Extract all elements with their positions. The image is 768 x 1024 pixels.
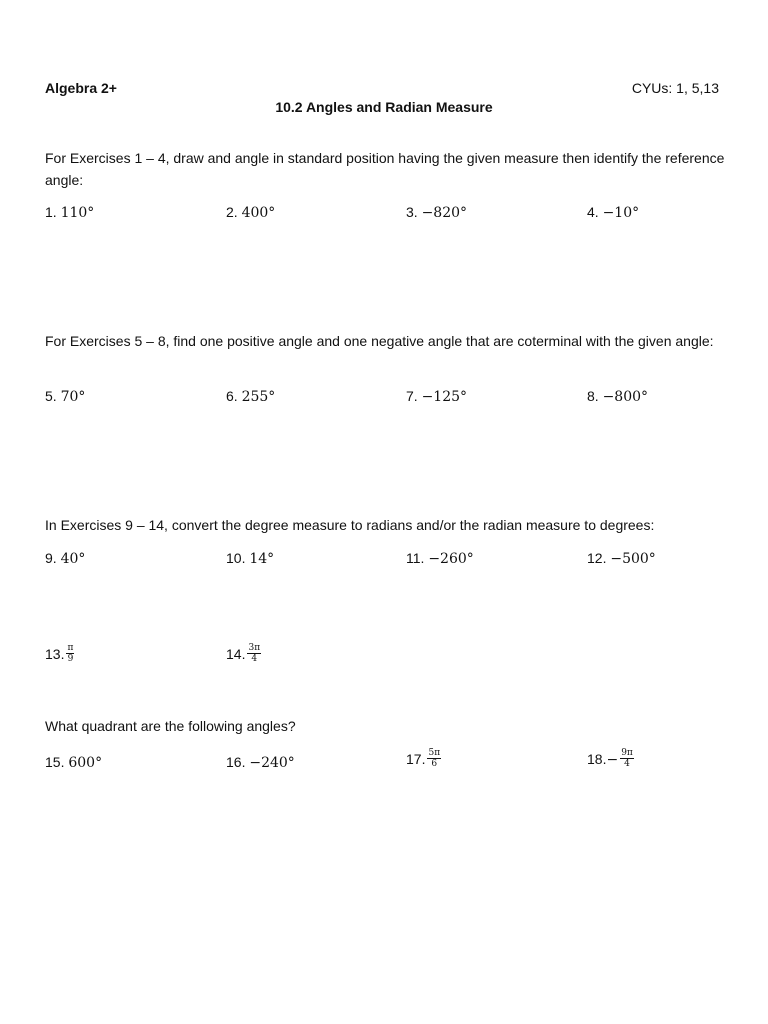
exercise-14 [226,645,261,666]
exercise-17 [406,750,441,771]
exercise-18 [587,750,634,771]
fraction-denominator: 4 [251,654,258,664]
exercise-9 [45,550,85,567]
exercise-10 [226,550,274,567]
exercise-13 [45,645,74,666]
exercise-6 [226,388,275,405]
section2-instructions: For Exercises 5 – 8, find one positive angle and one negative angle that are coterminal with the given angle: [45,333,714,349]
section4-instructions: What quadrant are the following angles? [45,718,296,734]
course-name: Algebra 2+ [45,80,117,96]
exercise-3 [406,204,467,221]
exercise-number: 2. [226,204,238,220]
exercise-value: −10° [602,205,640,221]
exercise-value: 600° [68,755,103,771]
section3-instructions: In Exercises 9 – 14, convert the degree measure to radians and/or the radian measure to degrees: [45,517,655,533]
exercise-8 [587,388,648,405]
exercise-number: 1. [45,204,57,220]
exercise-2 [226,204,275,221]
exercise-16 [226,754,295,771]
exercise-value: 70° [60,389,86,405]
exercise-12 [587,550,656,567]
exercise-5 [45,388,85,405]
fraction [66,643,74,664]
fraction-numerator: 5π [428,748,441,758]
fraction [620,748,634,769]
fraction-numerator: π [67,643,74,653]
exercise-4 [587,204,639,221]
exercise-number: 13. [45,646,65,663]
cyus-label: CYUs: 1, 5,13 [631,80,719,96]
fraction-numerator: 3π [248,643,261,653]
fraction [427,748,441,769]
exercise-7 [406,388,467,405]
exercise-value: 110° [60,205,95,221]
exercise-number: 10. [226,550,246,566]
exercise-number: 15. [45,754,65,770]
exercise-value: −240° [249,755,295,771]
exercise-value: −820° [421,205,468,221]
fraction-numerator: 9π [621,748,633,758]
exercise-value: 400° [241,205,276,221]
exercise-number: 17. [406,751,426,768]
exercise-number: 5. [45,388,57,404]
exercise-number: 14. [226,646,246,663]
exercise-number: 11. [406,550,425,566]
exercise-number: 16. [226,754,246,770]
section1-instructions: For Exercises 1 – 4, draw and angle in standard position having the given measure then identify the reference angle: [45,150,725,188]
exercise-number: 18. [587,751,607,768]
sign: − [606,752,619,769]
exercise-value: −125° [421,389,468,405]
exercise-number: 4. [587,204,599,220]
exercise-value: −500° [610,551,656,567]
fraction-denominator: 4 [624,759,630,769]
exercise-value: −260° [428,551,474,567]
worksheet-title: 10.2 Angles and Radian Measure [275,99,493,115]
exercise-number: 12. [587,550,607,566]
exercise-number: 9. [45,550,57,566]
exercise-number: 8. [587,388,599,404]
exercise-number: 7. [406,388,418,404]
fraction-denominator: 6 [431,759,438,769]
exercise-value: 255° [241,389,276,405]
exercise-value: 14° [249,551,275,567]
exercise-number: 6. [226,388,238,404]
exercise-1 [45,204,94,221]
exercise-value: −800° [602,389,649,405]
fraction-denominator: 9 [67,654,74,664]
fraction [247,643,261,664]
exercise-15 [45,754,102,771]
exercise-11 [406,550,474,567]
exercise-number: 3. [406,204,418,220]
exercise-value: 40° [60,551,86,567]
